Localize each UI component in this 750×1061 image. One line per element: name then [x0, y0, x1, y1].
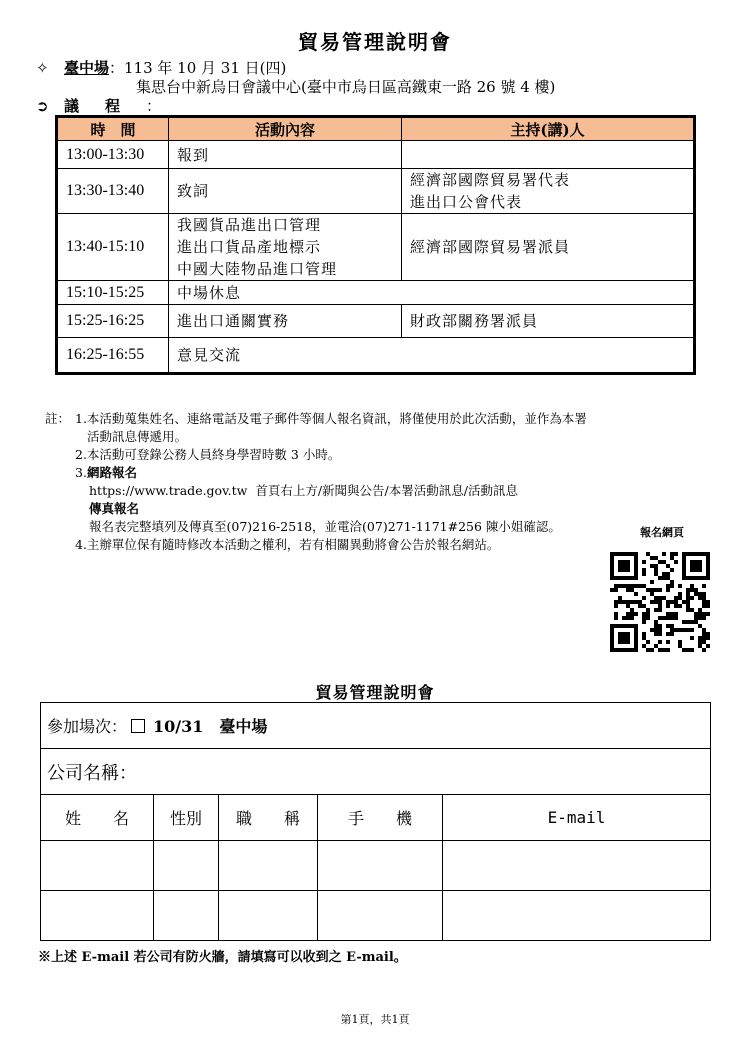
fax-registration-text: 報名表完整填列及傳真至(07)216-2518，並電洽(07)271-1171#256 陳小姐確認。 [89, 519, 561, 534]
mobile-cell[interactable] [318, 841, 443, 891]
notes-prefix: 註： [45, 411, 71, 426]
name-cell[interactable] [41, 891, 154, 941]
col-email: E-mail [443, 795, 711, 841]
company-name-label: 公司名稱： [47, 762, 137, 784]
form-entry-row [41, 841, 711, 891]
agenda-activity-line: 報到 [177, 145, 210, 164]
header-host: 主持(講)人 [402, 117, 695, 141]
mobile-cell[interactable] [318, 891, 443, 941]
email-cell[interactable] [443, 841, 711, 891]
agenda-heading [36, 95, 161, 116]
note-2: 2.本活動可登錄公務人員終身學習時數 3 小時。 [75, 447, 341, 462]
note-1: 1.本活動蒐集姓名、連絡電話及電子郵件等個人報名資訊，將僅使用於此次活動，並作為本署 [75, 411, 587, 426]
title-cell[interactable] [219, 841, 318, 891]
agenda-body [57, 141, 695, 374]
agenda-host [402, 305, 695, 338]
agenda-host-line: 經濟部國際貿易署派員 [410, 238, 571, 256]
registration-path: 首頁右上方/新聞與公告/本署活動訊息/活動訊息 [255, 483, 518, 498]
agenda-activity-line: 中國大陸物品進口管理 [177, 260, 338, 278]
agenda-time: 13:30-13:40 [57, 169, 169, 214]
header-activity: 活動內容 [169, 117, 402, 141]
form-header-row [41, 795, 711, 841]
venue-address: 集思台中新烏日會議中心(臺中市烏日區高鐵東一路 26 號 4 樓) [136, 78, 556, 96]
online-registration-title: 網路報名 [86, 465, 137, 480]
agenda-row [57, 169, 695, 214]
venue-date: ：113 年 10 月 31 日(四) [109, 59, 287, 77]
col-gender: 性別 [154, 795, 219, 841]
form-title: 貿易管理說明會 [315, 683, 435, 702]
footer-note: ※上述 E-mail 若公司有防火牆，請填寫可以收到之 E-mail。 [38, 950, 407, 965]
session-value: 10/31 臺中場 [153, 717, 268, 736]
agenda-activity [169, 281, 695, 305]
agenda-row [57, 305, 695, 338]
title-cell[interactable] [219, 891, 318, 941]
session-label: 參加場次： [47, 717, 128, 736]
agenda-activity-line: 進出口通關實務 [177, 312, 290, 330]
agenda-activity [169, 169, 402, 214]
agenda-activity-line: 致詞 [177, 182, 210, 200]
agenda-activity-line: 我國貨品進出口管理 [177, 216, 322, 234]
gender-cell[interactable] [154, 841, 219, 891]
agenda-activity [169, 214, 402, 281]
page-title: 貿易管理說明會 [298, 30, 452, 54]
col-mobile: 手 機 [318, 795, 443, 841]
arrow-bullet-icon: ➲ [36, 97, 49, 115]
agenda-row [57, 281, 695, 305]
venue-line [36, 57, 286, 78]
agenda-time: 15:25-16:25 [57, 305, 169, 338]
fax-registration-title: 傳真報名 [89, 501, 140, 516]
note-3-number: 3. [75, 465, 87, 480]
qr-code-icon[interactable] [610, 552, 710, 652]
agenda-colon: ： [146, 97, 162, 115]
agenda-row [57, 141, 695, 169]
agenda-table [55, 115, 696, 375]
note-1-continued: 活動訊息傳遞用。 [87, 429, 188, 444]
qr-label: 報名網頁 [640, 526, 684, 539]
agenda-host [402, 169, 695, 214]
agenda-row [57, 214, 695, 281]
header-time: 時 間 [57, 117, 169, 141]
agenda-host-line: 進出口公會代表 [410, 193, 523, 211]
company-name-row[interactable] [41, 749, 711, 795]
agenda-activity [169, 305, 402, 338]
agenda-activity-line: 中場休息 [177, 283, 242, 302]
venue-name: 臺中場 [64, 59, 110, 77]
form-entry-row [41, 891, 711, 941]
agenda-host-line: 財政部關務署派員 [410, 312, 539, 330]
session-row [41, 703, 711, 749]
agenda-activity-line: 意見交流 [177, 346, 242, 364]
name-cell[interactable] [41, 841, 154, 891]
diamond-bullet-icon: ✧ [36, 59, 49, 77]
page-number: 第1頁，共1頁 [340, 1013, 410, 1026]
agenda-activity-line: 進出口貨品產地標示 [177, 238, 322, 256]
agenda-host [402, 141, 695, 169]
agenda-time: 16:25-16:55 [57, 338, 169, 374]
email-cell[interactable] [443, 891, 711, 941]
gender-cell[interactable] [154, 891, 219, 941]
agenda-host-line: 經濟部國際貿易署代表 [410, 171, 571, 189]
notes [45, 410, 715, 554]
agenda-activity [169, 338, 695, 374]
agenda-header-row [57, 117, 695, 141]
agenda-label: 議程 [64, 97, 147, 115]
col-name: 姓 名 [41, 795, 154, 841]
agenda-host [402, 214, 695, 281]
agenda-time: 15:10-15:25 [57, 281, 169, 305]
agenda-row [57, 338, 695, 374]
agenda-activity [169, 141, 402, 169]
registration-url[interactable]: https://www.trade.gov.tw [89, 483, 248, 498]
col-title: 職 稱 [219, 795, 318, 841]
session-checkbox[interactable] [131, 719, 145, 733]
registration-form-table [40, 702, 711, 941]
agenda-time: 13:00-13:30 [57, 141, 169, 169]
agenda-time: 13:40-15:10 [57, 214, 169, 281]
note-4: 4.主辦單位保有隨時修改本活動之權利，若有相關異動將會公告於報名網站。 [75, 537, 500, 552]
